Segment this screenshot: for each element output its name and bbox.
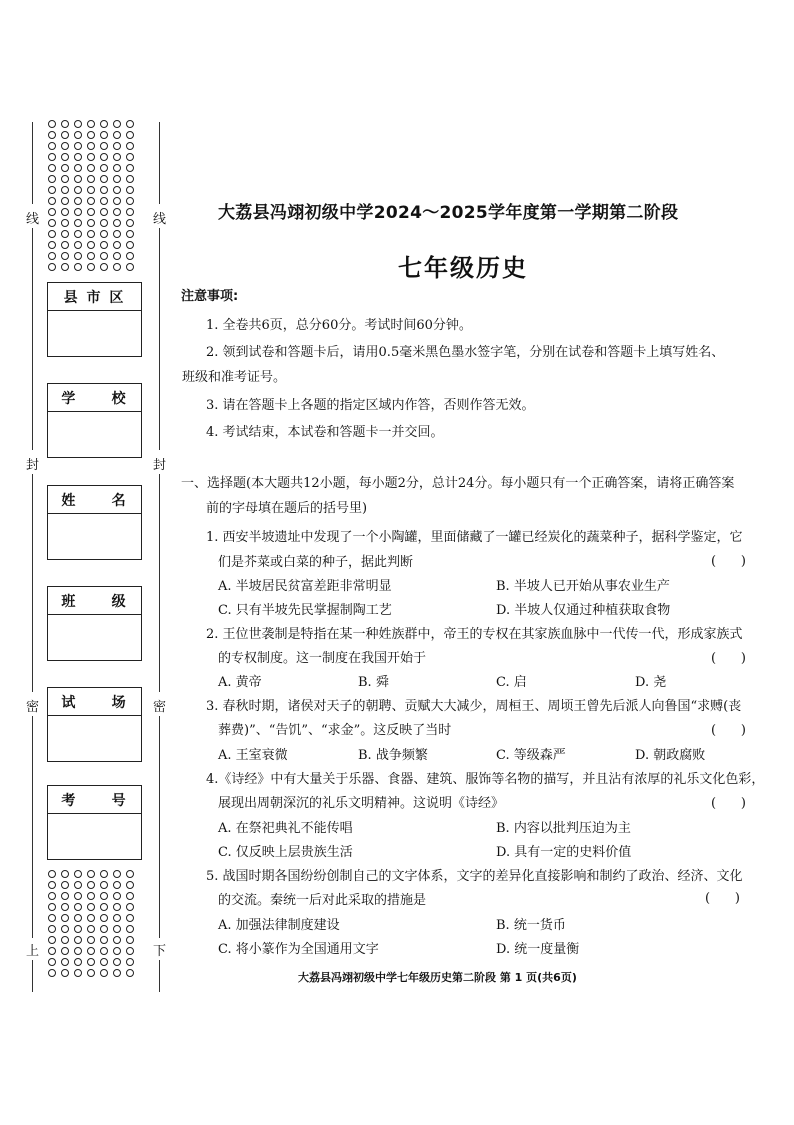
binding-dot <box>100 936 108 944</box>
binding-line-left <box>32 122 33 204</box>
question-text: 的交流。秦统一后对此采取的措施是 <box>218 893 427 908</box>
binding-dot <box>61 175 69 183</box>
binding-dot <box>48 903 56 911</box>
binding-dot <box>61 925 69 933</box>
binding-dot <box>48 958 56 966</box>
binding-dot <box>100 120 108 128</box>
binding-dot <box>100 892 108 900</box>
binding-dot <box>61 903 69 911</box>
binding-dot <box>113 120 121 128</box>
binding-dot <box>87 142 95 150</box>
binding-dot <box>74 252 82 260</box>
seal-mark-left: 封 <box>26 458 40 473</box>
binding-dot <box>100 870 108 878</box>
binding-dot <box>113 131 121 139</box>
binding-dot <box>100 881 108 889</box>
binding-dot <box>61 208 69 216</box>
binding-dot <box>87 197 95 205</box>
binding-line-right <box>159 228 160 450</box>
binding-dot <box>113 175 121 183</box>
binding-dot <box>113 197 121 205</box>
binding-dot <box>48 881 56 889</box>
binding-dot <box>126 958 134 966</box>
answer-bracket[interactable]: ( ) <box>705 891 740 906</box>
question-text: 葬费)”、“告饥”、“求金”。这反映了当时 <box>218 723 452 738</box>
binding-dot <box>100 164 108 172</box>
binding-dot <box>74 175 82 183</box>
name-field-box[interactable] <box>47 485 142 560</box>
binding-dot <box>74 969 82 977</box>
option-d: D. 半坡人仅通过种植获取食物 <box>496 603 671 618</box>
notice-heading: 注意事项: <box>181 289 239 304</box>
binding-dot <box>48 153 56 161</box>
binding-dot <box>61 131 69 139</box>
binding-dot <box>113 263 121 271</box>
seal-mark-left: 上 <box>26 944 40 959</box>
field-label: 考 号 <box>61 792 128 809</box>
binding-dot <box>74 263 82 271</box>
binding-dot <box>48 947 56 955</box>
seal-mark-left: 线 <box>26 212 40 227</box>
binding-dot <box>48 969 56 977</box>
question-text: 展现出周朝深沉的礼乐文明精神。这说明《诗经》 <box>218 796 505 811</box>
binding-dot <box>126 175 134 183</box>
binding-dot <box>74 164 82 172</box>
binding-dot <box>100 142 108 150</box>
binding-dot <box>87 252 95 260</box>
binding-dot <box>61 120 69 128</box>
notice-item: 4. 考试结束，本试卷和答题卡一并交回。 <box>206 425 444 440</box>
binding-dot <box>126 914 134 922</box>
binding-dot <box>48 131 56 139</box>
binding-dot <box>126 197 134 205</box>
option-a: A. 在祭祀典礼不能传唱 <box>218 821 353 836</box>
binding-dot <box>113 241 121 249</box>
binding-dot <box>100 969 108 977</box>
binding-dot <box>48 252 56 260</box>
binding-line-right <box>159 474 160 692</box>
option-b: B. 统一货币 <box>496 918 566 933</box>
binding-dot <box>61 230 69 238</box>
binding-dot <box>100 186 108 194</box>
binding-dot <box>87 263 95 271</box>
binding-line-left <box>32 474 33 692</box>
binding-dot <box>113 947 121 955</box>
binding-dot <box>113 881 121 889</box>
notice-item: 3. 请在答题卡上各题的指定区域内作答，否则作答无效。 <box>206 398 535 413</box>
binding-dot <box>61 936 69 944</box>
binding-dot <box>113 969 121 977</box>
answer-bracket[interactable]: ( ) <box>711 651 746 666</box>
binding-dot <box>74 219 82 227</box>
binding-dot <box>61 892 69 900</box>
binding-dot <box>113 925 121 933</box>
binding-dot <box>48 175 56 183</box>
option-a: A. 黄帝 <box>218 675 262 690</box>
exam-number-field-box[interactable] <box>47 785 142 860</box>
binding-dot <box>74 958 82 966</box>
binding-dot <box>113 219 121 227</box>
field-label: 学 校 <box>61 390 128 407</box>
school-field-box[interactable] <box>47 383 142 458</box>
binding-dot <box>126 936 134 944</box>
binding-dot <box>74 903 82 911</box>
binding-dot <box>74 230 82 238</box>
binding-dot <box>74 892 82 900</box>
notice-item: 班级和准考证号。 <box>182 370 287 385</box>
answer-bracket[interactable]: ( ) <box>711 723 746 738</box>
binding-dot <box>126 241 134 249</box>
binding-dot <box>126 252 134 260</box>
binding-dot <box>48 892 56 900</box>
option-d: D. 尧 <box>635 675 667 690</box>
question-text: 的专权制度。这一制度在我国开始于 <box>218 651 427 666</box>
option-c: C. 将小篆作为全国通用文字 <box>218 942 379 957</box>
binding-dot <box>74 241 82 249</box>
exam-title: 大荔县冯翊初级中学2024～2025学年度第一学期第二阶段 <box>218 203 679 223</box>
binding-dot <box>48 936 56 944</box>
binding-dot <box>74 153 82 161</box>
binding-dot <box>87 120 95 128</box>
binding-dot <box>87 925 95 933</box>
binding-dot <box>113 186 121 194</box>
binding-dot <box>61 870 69 878</box>
binding-dot <box>74 914 82 922</box>
binding-dot <box>126 881 134 889</box>
binding-dot <box>61 263 69 271</box>
seal-mark-right: 封 <box>153 458 167 473</box>
binding-dot <box>61 142 69 150</box>
binding-dot <box>100 925 108 933</box>
binding-dot <box>113 252 121 260</box>
binding-dot <box>126 153 134 161</box>
binding-dot <box>74 120 82 128</box>
binding-line-right <box>159 122 160 204</box>
binding-dot <box>126 120 134 128</box>
binding-dot <box>87 892 95 900</box>
binding-dot <box>87 881 95 889</box>
binding-dot <box>100 131 108 139</box>
binding-dot <box>74 870 82 878</box>
seal-mark-left: 密 <box>26 700 40 715</box>
binding-dot <box>126 131 134 139</box>
binding-dot <box>74 197 82 205</box>
binding-dot <box>126 263 134 271</box>
binding-dot <box>48 208 56 216</box>
field-label: 试 场 <box>61 694 128 711</box>
binding-dot <box>126 164 134 172</box>
binding-dot <box>48 241 56 249</box>
binding-dot <box>61 153 69 161</box>
binding-line-left <box>32 960 33 992</box>
question-text: 3. 春秋时期，诸侯对天子的朝聘、贡赋大大减少，周桓王、周顷王曾先后派人向鲁国“求赙(丧 <box>206 699 742 714</box>
option-c: C. 启 <box>496 675 527 690</box>
option-b: B. 半坡人已开始从事农业生产 <box>496 579 670 594</box>
binding-dot <box>126 142 134 150</box>
binding-dot <box>126 947 134 955</box>
binding-dot <box>100 958 108 966</box>
binding-dot <box>87 164 95 172</box>
option-c: C. 只有半坡先民掌握制陶工艺 <box>218 603 392 618</box>
binding-dot <box>48 219 56 227</box>
binding-dot <box>48 230 56 238</box>
option-a: A. 加强法律制度建设 <box>218 918 340 933</box>
answer-bracket[interactable]: ( ) <box>711 796 746 811</box>
binding-dot <box>100 153 108 161</box>
binding-dot <box>74 186 82 194</box>
binding-dot <box>61 241 69 249</box>
binding-dot <box>113 958 121 966</box>
binding-dot <box>126 969 134 977</box>
question-text: 4.《诗经》中有大量关于乐器、食器、建筑、服饰等名物的描写，并且沾有浓厚的礼乐文化色彩， <box>206 772 765 787</box>
binding-dot <box>126 903 134 911</box>
binding-dot <box>113 903 121 911</box>
binding-dot <box>61 881 69 889</box>
binding-dot <box>87 870 95 878</box>
binding-dot <box>100 252 108 260</box>
binding-dot <box>61 958 69 966</box>
binding-dot <box>126 208 134 216</box>
binding-dot <box>113 914 121 922</box>
binding-dot <box>87 241 95 249</box>
field-label: 姓 名 <box>61 492 128 509</box>
binding-dot <box>87 175 95 183</box>
binding-dot <box>100 208 108 216</box>
binding-dot <box>113 892 121 900</box>
binding-dot <box>61 252 69 260</box>
binding-dot <box>100 947 108 955</box>
seal-mark-right: 密 <box>153 700 167 715</box>
binding-dot <box>100 175 108 183</box>
binding-dot <box>74 881 82 889</box>
binding-dot <box>113 142 121 150</box>
option-b: B. 内容以批判压迫为主 <box>496 821 631 836</box>
page-footer: 大荔县冯翊初级中学七年级历史第二阶段 第 1 页(共6页) <box>298 971 577 984</box>
binding-dot <box>48 263 56 271</box>
binding-dot <box>74 131 82 139</box>
option-d: D. 具有一定的史料价值 <box>496 845 632 860</box>
binding-dot <box>74 947 82 955</box>
binding-dot <box>48 914 56 922</box>
answer-bracket[interactable]: ( ) <box>711 554 746 569</box>
option-c: C. 仅反映上层贵族生活 <box>218 845 353 860</box>
binding-dot <box>48 142 56 150</box>
option-a: A. 王室衰微 <box>218 748 288 763</box>
field-label: 班 级 <box>61 593 128 610</box>
section-instruction: 一、选择题(本大题共12小题，每小题2分，总计24分。每小题只有一个正确答案，请将正确答案 <box>181 476 735 491</box>
option-d: D. 统一度量衡 <box>496 942 580 957</box>
section-instruction: 前的字母填在题后的括号里) <box>206 501 368 516</box>
binding-dot <box>100 197 108 205</box>
option-b: B. 舜 <box>358 675 389 690</box>
binding-dot <box>113 153 121 161</box>
dot-pattern-bottom <box>48 870 139 980</box>
binding-dot <box>87 958 95 966</box>
binding-dot <box>113 870 121 878</box>
binding-dot <box>126 219 134 227</box>
binding-dot <box>113 164 121 172</box>
binding-dot <box>61 219 69 227</box>
binding-dot <box>100 230 108 238</box>
question-text: 1. 西安半坡遗址中发现了一个小陶罐，里面储藏了一罐已经炭化的蔬菜种子，据科学鉴定，它 <box>206 530 743 545</box>
county-field-box[interactable] <box>47 282 142 357</box>
binding-dot <box>61 164 69 172</box>
binding-dot <box>48 925 56 933</box>
binding-dot <box>87 936 95 944</box>
binding-dot <box>126 870 134 878</box>
binding-dot <box>61 947 69 955</box>
binding-dot <box>87 208 95 216</box>
question-text: 5. 战国时期各国纷纷创制自己的文字体系，文字的差异化直接影响和制约了政治、经济、文化 <box>206 869 743 884</box>
binding-line-right <box>159 716 160 938</box>
binding-dot <box>87 153 95 161</box>
binding-line-left <box>32 716 33 938</box>
seal-mark-right: 下 <box>153 944 167 959</box>
binding-dot <box>74 925 82 933</box>
binding-dot <box>48 870 56 878</box>
binding-dot <box>126 230 134 238</box>
dot-pattern-top <box>48 120 139 274</box>
binding-dot <box>87 914 95 922</box>
binding-dot <box>87 947 95 955</box>
binding-dot <box>113 936 121 944</box>
option-b: B. 战争频繁 <box>358 748 428 763</box>
binding-dot <box>126 186 134 194</box>
binding-dot <box>48 197 56 205</box>
option-a: A. 半坡居民贫富差距非常明显 <box>218 579 392 594</box>
binding-dot <box>61 197 69 205</box>
binding-dot <box>61 969 69 977</box>
option-d: D. 朝政腐败 <box>635 748 706 763</box>
binding-dot <box>61 186 69 194</box>
subject-title: 七年级历史 <box>398 254 528 282</box>
binding-dot <box>87 969 95 977</box>
binding-dot <box>48 164 56 172</box>
binding-dot <box>100 241 108 249</box>
binding-dot <box>113 208 121 216</box>
seal-mark-right: 线 <box>153 212 167 227</box>
binding-dot <box>113 230 121 238</box>
question-text: 2. 王位世袭制是特指在某一种姓族群中，帝王的专权在其家族血脉中一代传一代，形成家族式 <box>206 627 743 642</box>
binding-dot <box>100 263 108 271</box>
notice-item: 1. 全卷共6页，总分60分。考试时间60分钟。 <box>206 318 472 333</box>
binding-dot <box>74 208 82 216</box>
question-text: 们是芥菜或白菜的种子，据此判断 <box>218 555 414 570</box>
binding-dot <box>74 936 82 944</box>
option-c: C. 等级森严 <box>496 748 566 763</box>
exam-room-field-box[interactable] <box>47 687 142 762</box>
binding-dot <box>126 892 134 900</box>
field-label: 县 市 区 <box>63 289 126 306</box>
binding-dot <box>87 903 95 911</box>
binding-dot <box>61 914 69 922</box>
binding-line-right <box>159 960 160 992</box>
binding-dot <box>100 903 108 911</box>
binding-dot <box>100 219 108 227</box>
binding-dot <box>87 219 95 227</box>
notice-item: 2. 领到试卷和答题卡后，请用0.5毫米黑色墨水签字笔，分别在试卷和答题卡上填写姓名、 <box>206 345 725 360</box>
class-field-box[interactable] <box>47 586 142 661</box>
binding-dot <box>87 230 95 238</box>
binding-dot <box>74 142 82 150</box>
binding-dot <box>126 925 134 933</box>
binding-dot <box>48 186 56 194</box>
binding-line-left <box>32 228 33 450</box>
binding-dot <box>48 120 56 128</box>
binding-dot <box>87 131 95 139</box>
binding-dot <box>100 914 108 922</box>
binding-dot <box>87 186 95 194</box>
